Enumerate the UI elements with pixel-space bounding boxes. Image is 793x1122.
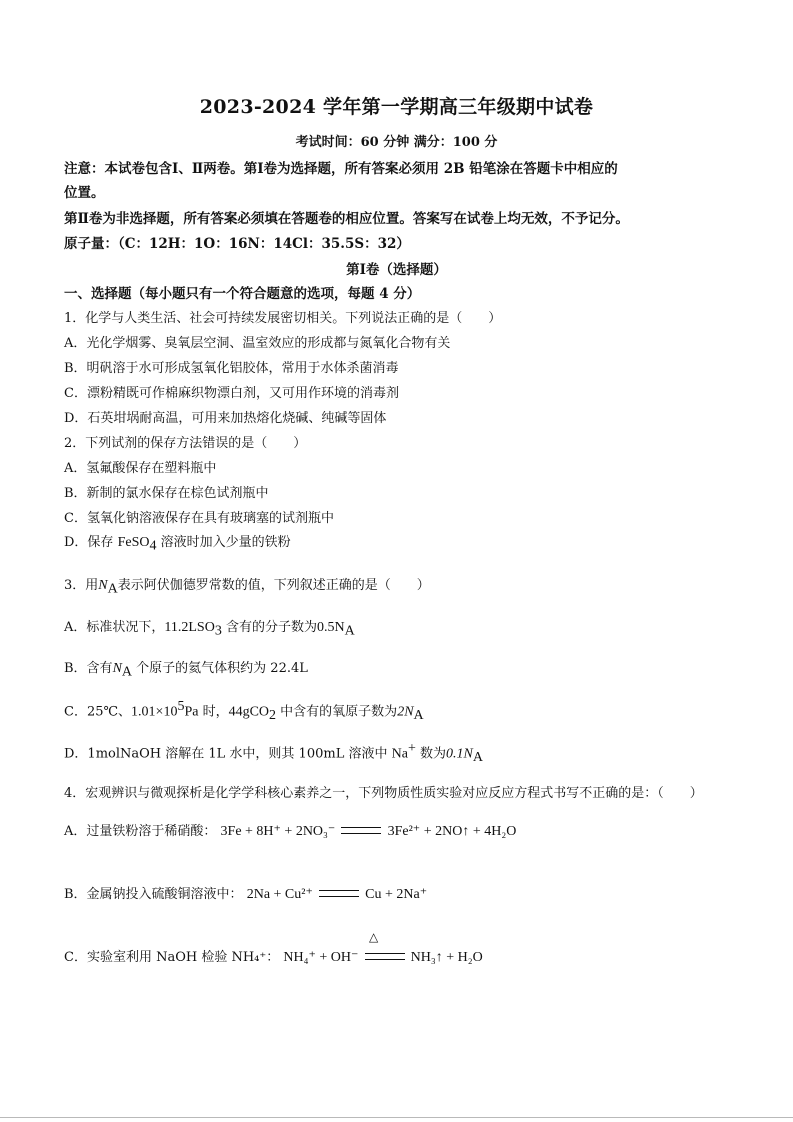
note-line-2: 位置。 bbox=[64, 185, 105, 201]
q4-c-label: C．实验室利用 NaOH 检验 NH₄⁺： bbox=[64, 950, 280, 965]
equals-double-line-icon bbox=[319, 890, 359, 897]
q1-option-d: D．石英坩埚耐高温，可用来加热熔化烧碱、纯碱等固体 bbox=[64, 411, 387, 426]
q3-option-c bbox=[64, 699, 424, 724]
q3-c-formula-1-sup: 5 bbox=[177, 699, 185, 714]
q3-stem-suffix: 表示阿伏伽德罗常数的值，下列叙述正确的是（ ） bbox=[117, 578, 430, 593]
section-title: 第Ⅰ卷（选择题） bbox=[346, 262, 447, 278]
exam-meta: 考试时间：60 分钟 满分：100 分 bbox=[295, 135, 498, 150]
q2-option-d bbox=[64, 531, 291, 555]
bottom-divider bbox=[0, 1117, 793, 1118]
q3-c-formula-1-unit: Pa bbox=[184, 704, 199, 720]
q3-b-prefix: B．含有 bbox=[64, 661, 113, 676]
q4-c-lhs: NH₄⁺ + OH⁻ bbox=[283, 950, 359, 965]
q3-c-formula-1: 1.01×10 bbox=[131, 704, 178, 720]
q3-option-d bbox=[64, 741, 483, 766]
q3-d-formula-1-sup: + bbox=[407, 741, 416, 756]
q4-option-b bbox=[64, 883, 427, 903]
q3-b-na-symbol: N bbox=[112, 661, 122, 676]
q3-a-formula-2: 0.5N bbox=[316, 620, 345, 635]
q1-option-a: A．光化学烟雾、臭氧层空洞、温室效应的形成都与氮氧化合物有关 bbox=[64, 336, 451, 351]
q3-a-formula-1-sub: 3 bbox=[214, 623, 222, 639]
q2-option-c: C．氢氧化钠溶液保存在具有玻璃塞的试剂瓶中 bbox=[64, 511, 334, 526]
q2-stem: 2．下列试剂的保存方法错误的是（ ） bbox=[64, 436, 307, 451]
q4-c-heat-condition: △ bbox=[369, 930, 379, 944]
q4-b-lhs: 2Na + Cu²⁺ bbox=[246, 887, 313, 902]
q3-c-mid: 时， bbox=[198, 704, 229, 720]
q3-stem bbox=[64, 574, 430, 598]
q2-d-prefix: D．保存 bbox=[64, 535, 118, 550]
q3-c-prefix: C．25℃、 bbox=[64, 704, 132, 720]
q4-option-a bbox=[64, 820, 516, 840]
section-heading: 一、选择题（每小题只有一个符合题意的选项，每题 4 分） bbox=[64, 286, 421, 302]
q3-c-formula-3-sub: A bbox=[413, 707, 424, 723]
q3-option-b bbox=[64, 657, 308, 681]
q1-stem: 1．化学与人类生活、社会可持续发展密切相关。下列说法正确的是（ ） bbox=[64, 311, 502, 326]
q3-d-formula-1: Na bbox=[391, 746, 408, 762]
q3-c-formula-3: 2N bbox=[397, 704, 414, 720]
q4-b-label: B．金属钠投入硫酸铜溶液中： bbox=[64, 887, 243, 902]
q4-a-rhs: 3Fe²⁺ + 2NO↑ + 4H₂O bbox=[387, 824, 517, 839]
note-line-3: 第Ⅱ卷为非选择题，所有答案必须填在答题卷的相应位置。答案写在试卷上均无效，不予记分。 bbox=[64, 211, 629, 227]
q3-c-formula-2-sub: 2 bbox=[269, 707, 277, 723]
q2-d-suffix: 溶液时加入少量的铁粉 bbox=[156, 535, 291, 550]
equals-double-line-icon bbox=[341, 827, 381, 834]
atomic-mass-line: 原子量：（C：12H：1O：16N：14Cl：35.5S：32） bbox=[64, 236, 410, 252]
q3-a-mid: 含有的分子数为 bbox=[221, 620, 317, 635]
q4-a-label: A．过量铁粉溶于稀硝酸： bbox=[64, 824, 217, 839]
q3-d-mid: 数为 bbox=[415, 746, 446, 762]
note-line-1: 注意：本试卷包含Ⅰ、Ⅱ两卷。第Ⅰ卷为选择题，所有答案必须用 2B 铅笔涂在答题卡中相应的 bbox=[64, 161, 618, 177]
q1-option-c: C．漂粉精既可作棉麻织物漂白剂，又可用作环境的消毒剂 bbox=[64, 386, 399, 401]
q3-option-a bbox=[64, 616, 355, 640]
q3-na-symbol: N bbox=[98, 578, 108, 593]
q4-stem: 4．宏观辨识与微观探析是化学学科核心素养之一，下列物质性质实验对应反应方程式书写不正确的是：（ ） bbox=[64, 786, 703, 801]
q4-a-lhs: 3Fe + 8H⁺ + 2NO₃⁻ bbox=[220, 824, 336, 839]
q3-c-formula-2: 44gCO bbox=[228, 704, 270, 720]
q3-a-formula-2-sub: A bbox=[344, 623, 355, 639]
q2-option-a: A．氢氟酸保存在塑料瓶中 bbox=[64, 461, 217, 476]
q3-d-formula-2: 0.1N bbox=[445, 746, 473, 762]
q4-b-rhs: Cu + 2Na⁺ bbox=[365, 887, 428, 902]
q3-d-formula-2-sub: A bbox=[472, 749, 483, 765]
q3-stem-prefix: 3．用 bbox=[64, 578, 99, 593]
q3-d-prefix: D．1molNaOH 溶解在 1L 水中，则其 100mL 溶液中 bbox=[64, 746, 392, 762]
page-title: 2023-2024 学年第一学期高三年级期中试卷 bbox=[199, 96, 594, 118]
q1-option-b: B．明矾溶于水可形成氢氧化铝胶体，常用于水体杀菌消毒 bbox=[64, 361, 399, 376]
q3-c-mid-2: 中含有的氧原子数为 bbox=[276, 704, 398, 720]
q3-b-suffix: 个原子的氦气体积约为 22.4L bbox=[132, 661, 308, 676]
q3-b-na-sub: A bbox=[121, 664, 133, 680]
q2-option-b: B．新制的氯水保存在棕色试剂瓶中 bbox=[64, 486, 269, 501]
q4-c-rhs: NH₃↑ + H₂O bbox=[410, 950, 483, 965]
equals-double-line-icon bbox=[365, 953, 405, 960]
q2-d-formula: FeSO bbox=[117, 535, 150, 550]
q3-na-sub: A bbox=[107, 581, 118, 597]
q2-d-sub: 4 bbox=[149, 538, 157, 554]
q3-a-prefix: A．标准状况下， bbox=[64, 620, 165, 635]
q4-option-c bbox=[64, 946, 483, 966]
q3-a-formula-1: 11.2LSO bbox=[164, 620, 215, 635]
